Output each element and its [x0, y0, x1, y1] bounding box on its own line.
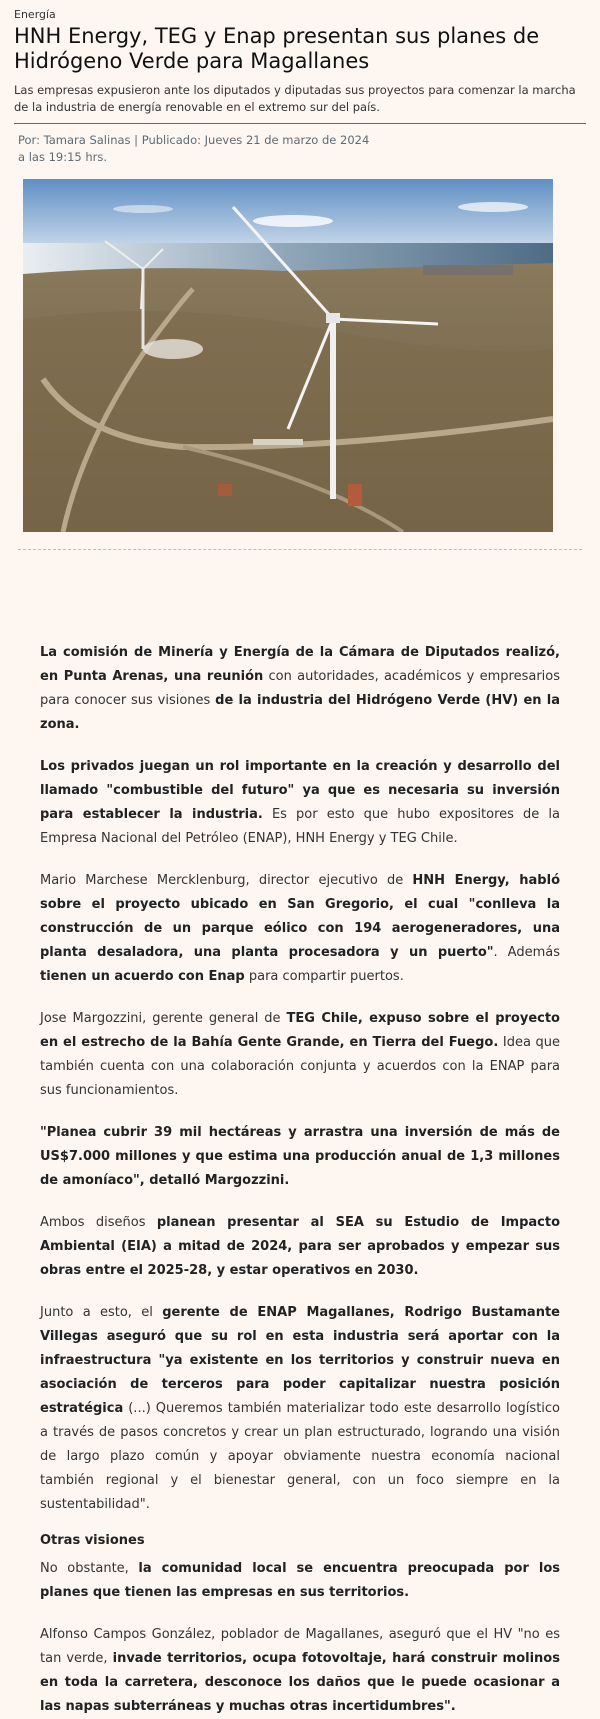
bold-text: planean presentar al SEA su Estudio de Impacto Ambiental (EIA) a mitad de 2024, para ser aprobados y empezar sus obras entre el 2025-28, y estar operativos en 2030.: [40, 1215, 561, 1278]
bold-text: TEG Chile, expuso sobre el proyecto en el estrecho de la Bahía Gente Grande, en Tierra del Fuego.: [40, 1011, 560, 1050]
bold-text: Los privados juegan un rol importante en la creación y desarrollo del llamado "combustible del futuro" ya que es necesaria su inversión para establecer la industria.: [40, 759, 560, 822]
section-label[interactable]: Energía: [14, 8, 56, 21]
wind-turbines-aerial-photo: [23, 179, 553, 532]
text: Es por esto que hubo expositores de la Empresa Nacional del Petróleo (ENAP), HNH Energy y TEG Chile.: [40, 807, 560, 846]
bold-text: de la industria del Hidrógeno Verde (HV) en la zona.: [40, 693, 560, 732]
paragraph: [40, 869, 560, 989]
article-subtitle: Las empresas expusieron ante los diputados y diputadas sus proyectos para comenzar la marcha de la industria de energía renovable en el extremo sur del país.: [14, 83, 576, 114]
text: Idea que también cuenta con una colaboración conjunta y acuerdos con la ENAP para sus funcionamientos.: [40, 1035, 561, 1098]
bold-text: invade territorios, ocupa fotovoltaje, hará construir molinos en toda la carretera, desconoce los daños que le puede ocasionar a las napas subterráneas y muchas otras incertidumbres".: [40, 1651, 560, 1714]
text: Junto a esto, el: [40, 1305, 163, 1320]
bold-text: tienen un acuerdo con Enap: [40, 969, 245, 984]
byline: Por: Tamara Salinas | Publicado: Jueves 21 de marzo de 2024 a las 19:15 hrs.: [18, 133, 370, 164]
bold-text: gerente de ENAP Magallanes, Rodrigo Bustamante Villegas aseguró que su rol en esta industria será aportar con la infraestructura "ya existente en los territorios y construir nueva en asociación de terceros para poder capitalizar nuestra posición estratégica: [40, 1305, 560, 1416]
article-header: [0, 0, 600, 550]
bold-text: La comisión de Minería y Energía de la Cámara de Diputados realizó, en Punta Arenas, una reunión: [40, 645, 560, 684]
subheading: Otras visiones: [40, 1533, 145, 1548]
paragraph: [40, 1557, 560, 1605]
paragraph: [40, 755, 560, 851]
paragraph: [40, 1301, 560, 1517]
paragraph: [40, 1211, 560, 1283]
paragraph: [40, 1121, 560, 1193]
text: Ambos diseños: [40, 1215, 157, 1230]
paragraph: [40, 1007, 560, 1103]
paragraph: [40, 1623, 560, 1719]
article-title: HNH Energy, TEG y Enap presentan sus planes de Hidrógeno Verde para Magallanes: [14, 24, 540, 73]
text: con autoridades, académicos y empresarios para conocer sus visiones: [40, 669, 560, 708]
text: para compartir puertos.: [244, 969, 404, 984]
text: (...) Queremos también materializar todo este desarrollo logístico a través de pasos concretos y crear un plan estructurado, logrando una visión de largo plazo común y apoyar obviamente nuestra economía nacional también regional y el bienestar general, con un foco siempre en la sustentabilidad".: [40, 1401, 560, 1512]
hero-image: [23, 179, 553, 532]
paragraph: [40, 641, 560, 737]
bold-text: HNH Energy, habló sobre el proyecto ubicado en San Gregorio, el cual "conlleva la construcción de un parque eólico con 194 aerogeneradores, una planta desaladora, una planta procesadora y un puerto": [40, 873, 560, 960]
text: Mario Marchese Mercklenburg, director ejecutivo de: [40, 873, 413, 888]
text: No obstante,: [40, 1561, 139, 1576]
text: . Además: [493, 945, 560, 960]
text: Jose Margozzini, gerente general de: [40, 1011, 287, 1026]
bold-text: la comunidad local se encuentra preocupada por los planes que tienen las empresas en sus territorios.: [40, 1561, 560, 1600]
text: Alfonso Campos González, poblador de Magallanes, aseguró que el HV "no es tan verde,: [40, 1627, 560, 1666]
article-body: [0, 550, 600, 1719]
bold-text: "Planea cubrir 39 mil hectáreas y arrastra una inversión de más de US$7.000 millones y que estima una producción anual de 1,3 millones de amoníaco", detalló Margozzini.: [40, 1125, 560, 1188]
